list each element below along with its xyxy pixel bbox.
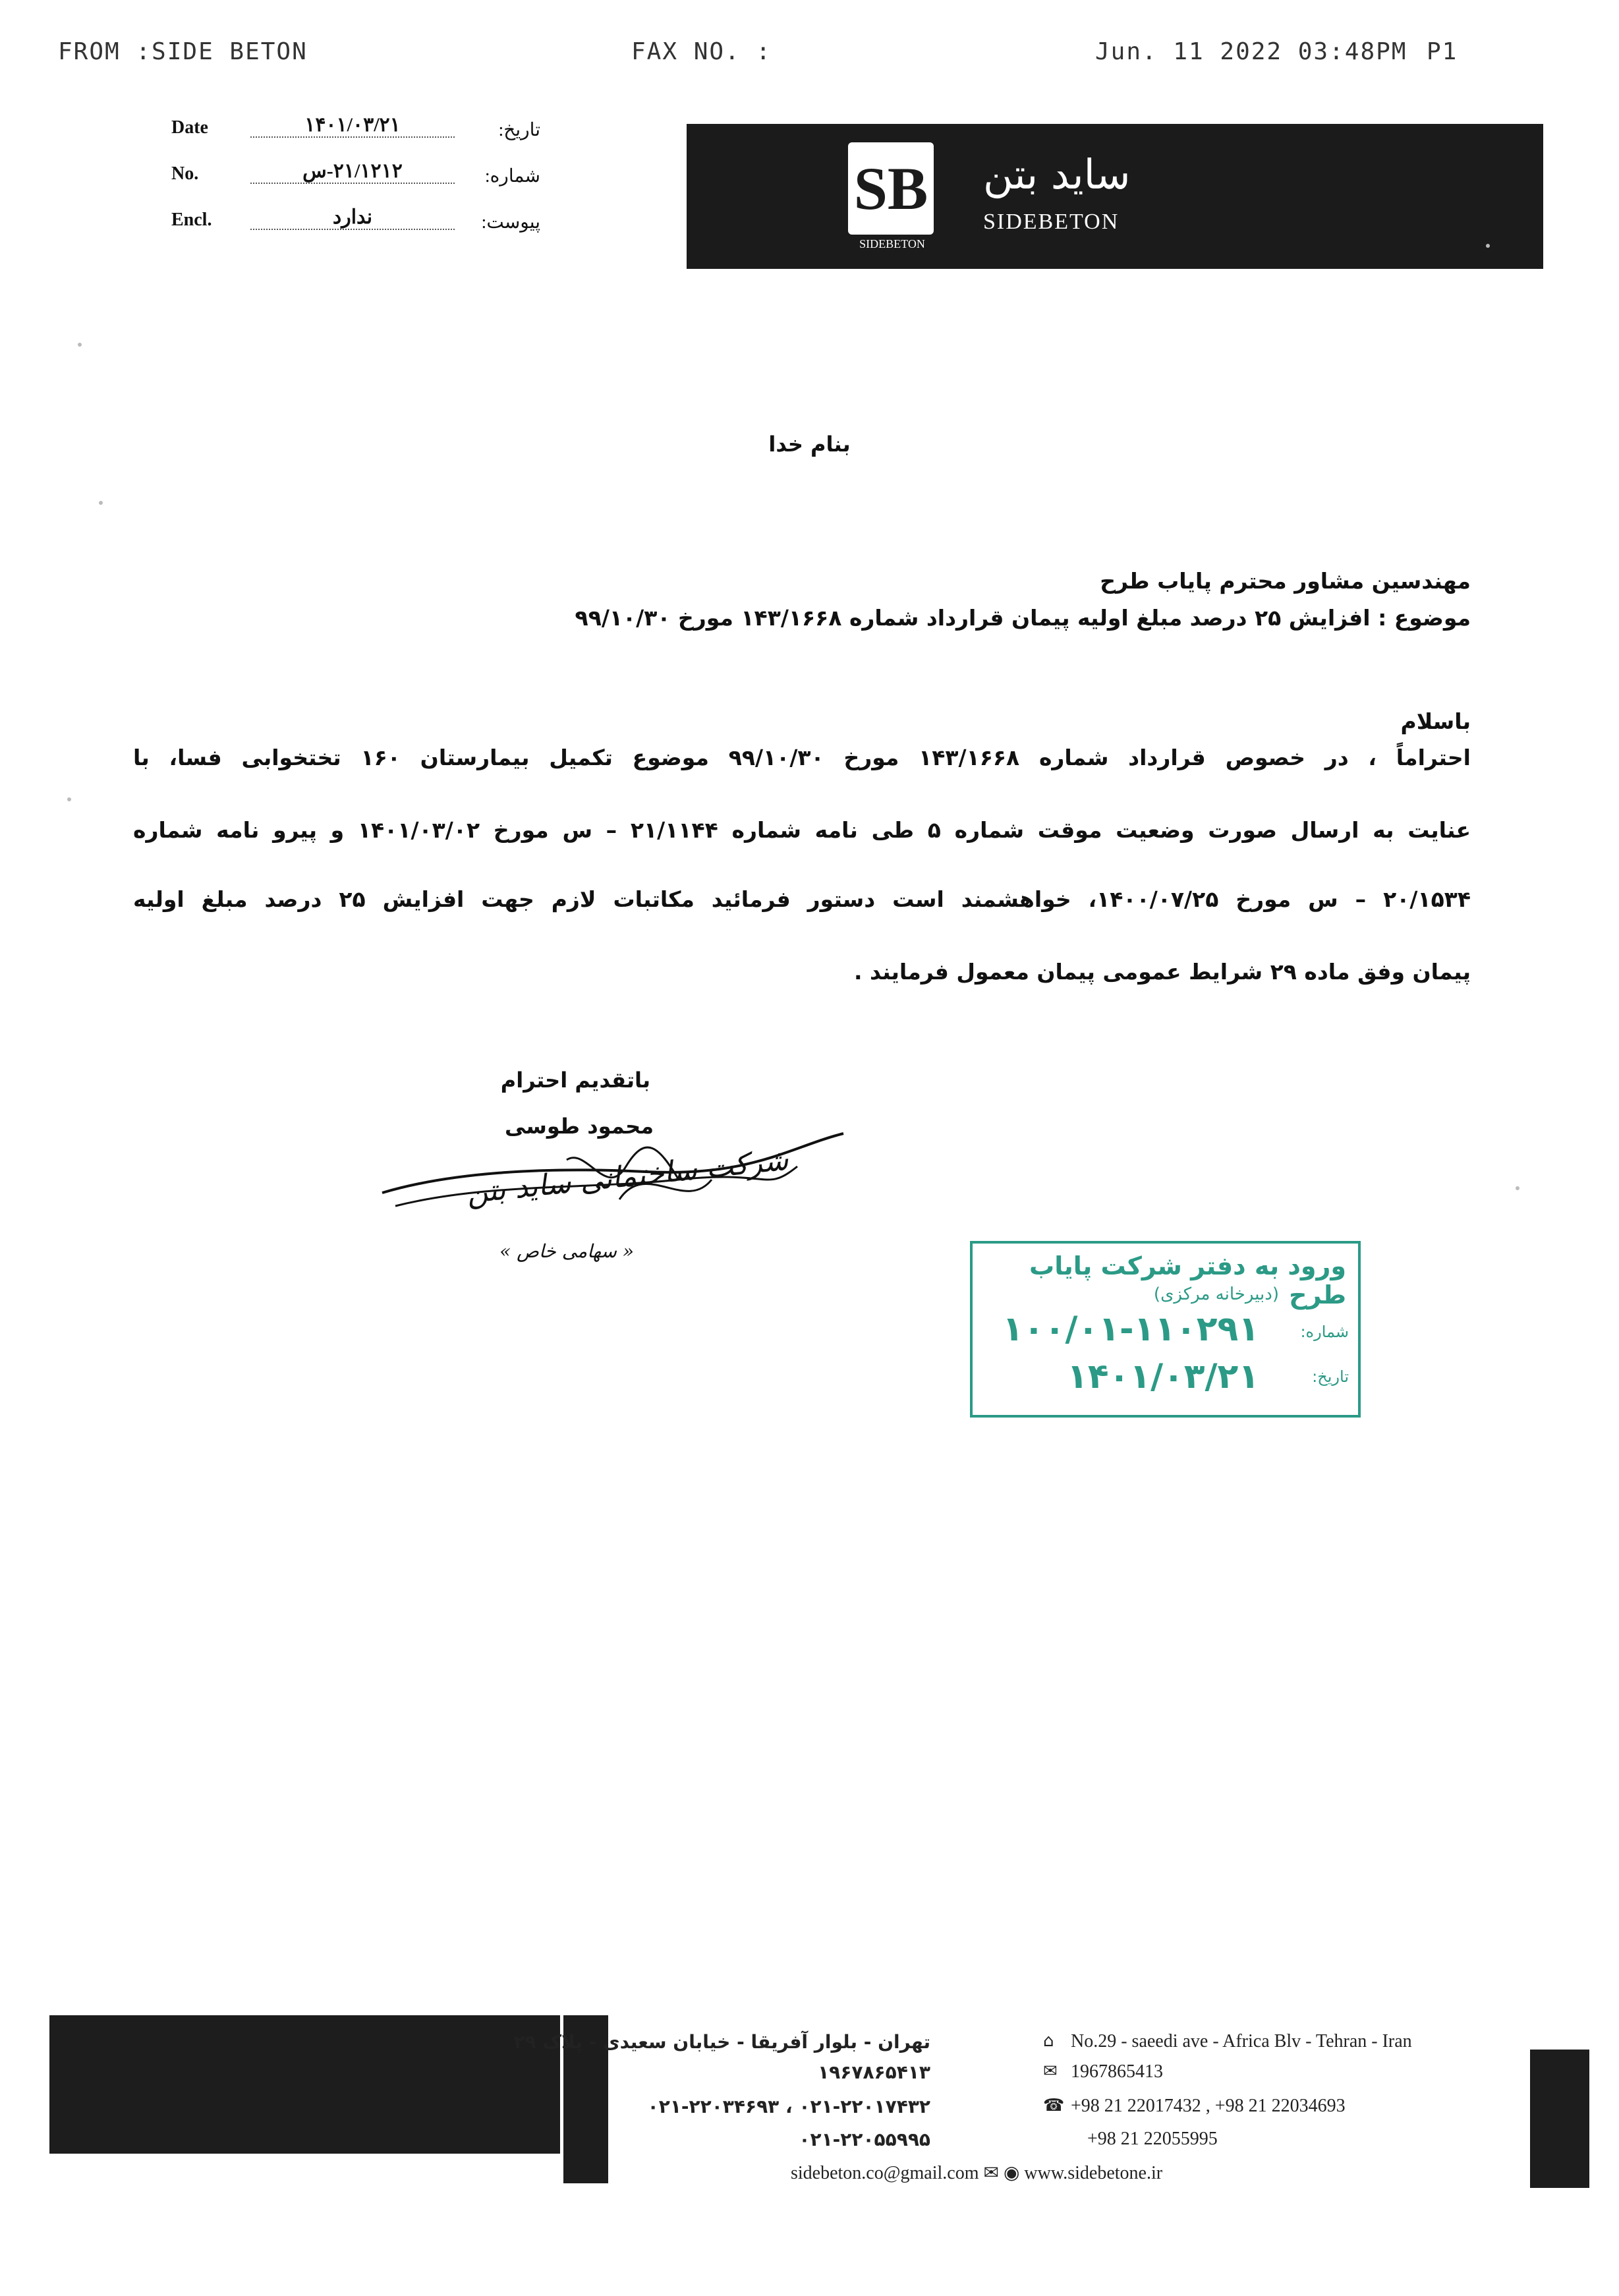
- number-label-en: No.: [171, 163, 199, 184]
- date-value: ۱۴۰۱/۰۳/۲۱: [250, 113, 455, 138]
- meta-number-row: [171, 159, 540, 192]
- company-name-fa: ساید بتن: [983, 150, 1131, 198]
- date-label-en: Date: [171, 117, 208, 138]
- company-name-en: SIDEBETON: [983, 210, 1120, 234]
- footer-address-en: No.29 - saeedi ave - Africa Blv - Tehran - Iran: [1071, 2031, 1412, 2052]
- footer-postal-en: 1967865413: [1071, 2061, 1163, 2082]
- number-value: ۲۱/۱۲۱۲-س: [250, 159, 455, 184]
- mailbox-icon: ✉: [1043, 2061, 1058, 2081]
- signature-company-stamp: شرکت ساختمانی ساید بتن: [465, 1143, 790, 1211]
- scan-speck: [67, 797, 71, 801]
- scan-speck: [78, 343, 82, 347]
- meta-date-row: [171, 113, 540, 146]
- received-stamp: [970, 1241, 1361, 1418]
- footer-address-fa: تهران - بلوار آفریقا - خیابان سعیدی - پلاک ۲۹: [513, 2031, 930, 2053]
- date-label-fa: تاریخ:: [498, 120, 540, 140]
- footer-fax-en: +98 21 22055995: [1087, 2129, 1218, 2149]
- greeting: باسلام: [1400, 708, 1471, 734]
- enclosure-label-en: Encl.: [171, 210, 212, 230]
- scan-speck: [99, 501, 103, 505]
- number-label-fa: شماره:: [484, 166, 540, 187]
- scan-speck: [1486, 244, 1490, 248]
- addressee: مهندسین مشاور محترم پایاب طرح: [1100, 568, 1471, 594]
- signature-note: « سهامی خاص »: [499, 1240, 634, 1262]
- home-icon: ⌂: [1043, 2031, 1054, 2051]
- subject: موضوع : افزایش ۲۵ درصد مبلغ اولیه پیمان قرارداد شماره ۱۴۳/۱۶۶۸ مورخ ۹۹/۱۰/۳۰: [575, 605, 1471, 631]
- enclosure-label-fa: پیوست:: [481, 212, 540, 233]
- stamp-number-label: شماره:: [1300, 1323, 1349, 1341]
- body-line: ۲۰/۱۵۳۴ – س مورخ ۱۴۰۰/۰۷/۲۵، خواهشمند است دستور فرمائید مکاتبات لازم جهت افزایش ۲۵ درصد مبلغ اولیه: [133, 886, 1471, 912]
- meta-enclosure-row: [171, 206, 540, 239]
- body-line: احتراماً ، در خصوص قرارداد شماره ۱۴۳/۱۶۶۸ مورخ ۹۹/۱۰/۳۰ موضوع تکمیل بیمارستان ۱۶۰ تختخوابی فسا، با: [133, 745, 1471, 770]
- footer-postal-fa: ۱۹۶۷۸۶۵۴۱۳: [818, 2061, 930, 2083]
- body-line: پیمان وفق ماده ۲۹ شرایط عمومی پیمان معمول فرمایند .: [853, 959, 1471, 985]
- fax-number: FAX NO. :: [631, 38, 772, 65]
- footer-dark-block-left: [49, 2015, 560, 2154]
- stamp-subtitle: (دبیرخانه مرکزی): [1153, 1284, 1279, 1304]
- email-icon: ✉: [983, 2163, 1004, 2183]
- monogram-caption: SIDEBETON: [859, 237, 925, 250]
- footer-fax-fa: ۰۲۱-۲۲۰۵۵۹۹۵: [799, 2129, 930, 2150]
- enclosure-value: ندارد: [250, 206, 455, 230]
- invocation: بنام خدا: [768, 432, 851, 457]
- body-line: عنایت به ارسال صورت وضعیت موقت شماره ۵ طی نامه شماره ۲۱/۱۱۴۴ – س مورخ ۱۴۰۱/۰۳/۰۲ و پیرو نامه شماره: [133, 817, 1471, 843]
- footer-dark-block-right: [1530, 2050, 1589, 2188]
- company-monogram-logo: SB: [848, 142, 934, 235]
- stamp-date-label: تاریخ:: [1312, 1367, 1349, 1386]
- stamp-number-value: ۱۰۰/۰۱-۱۱۰۲۹۱: [1002, 1309, 1259, 1349]
- phone-icon: ☎: [1043, 2096, 1065, 2115]
- footer-phones-en: +98 21 22017432 , +98 21 22034693: [1071, 2096, 1346, 2116]
- web-icon: ◉: [1003, 2163, 1020, 2183]
- letterhead-logo-bar: [687, 124, 1543, 269]
- fax-page: P1: [1427, 38, 1458, 65]
- footer-phones-fa: ۰۲۱-۲۲۰۱۷۴۳۲ ، ۰۲۱-۲۲۰۳۴۶۹۳: [647, 2096, 930, 2117]
- closing: باتقدیم احترام: [500, 1068, 650, 1093]
- stamp-date-value: ۱۴۰۱/۰۳/۲۱: [1067, 1357, 1259, 1396]
- stamp-title: ورود به دفتر شرکت پایاب طرح: [1029, 1251, 1346, 1309]
- footer-website: www.sidebetone.ir: [1024, 2163, 1163, 2183]
- fax-from: FROM :SIDE BETON: [58, 38, 308, 65]
- scan-speck: [1516, 1186, 1520, 1190]
- footer-email: sidebeton.co@gmail.com: [791, 2163, 979, 2183]
- signer-name: محمود طوسی: [505, 1114, 654, 1139]
- fax-timestamp: Jun. 11 2022 03:48PM: [1095, 38, 1407, 65]
- footer-email-web: [791, 2162, 1162, 2184]
